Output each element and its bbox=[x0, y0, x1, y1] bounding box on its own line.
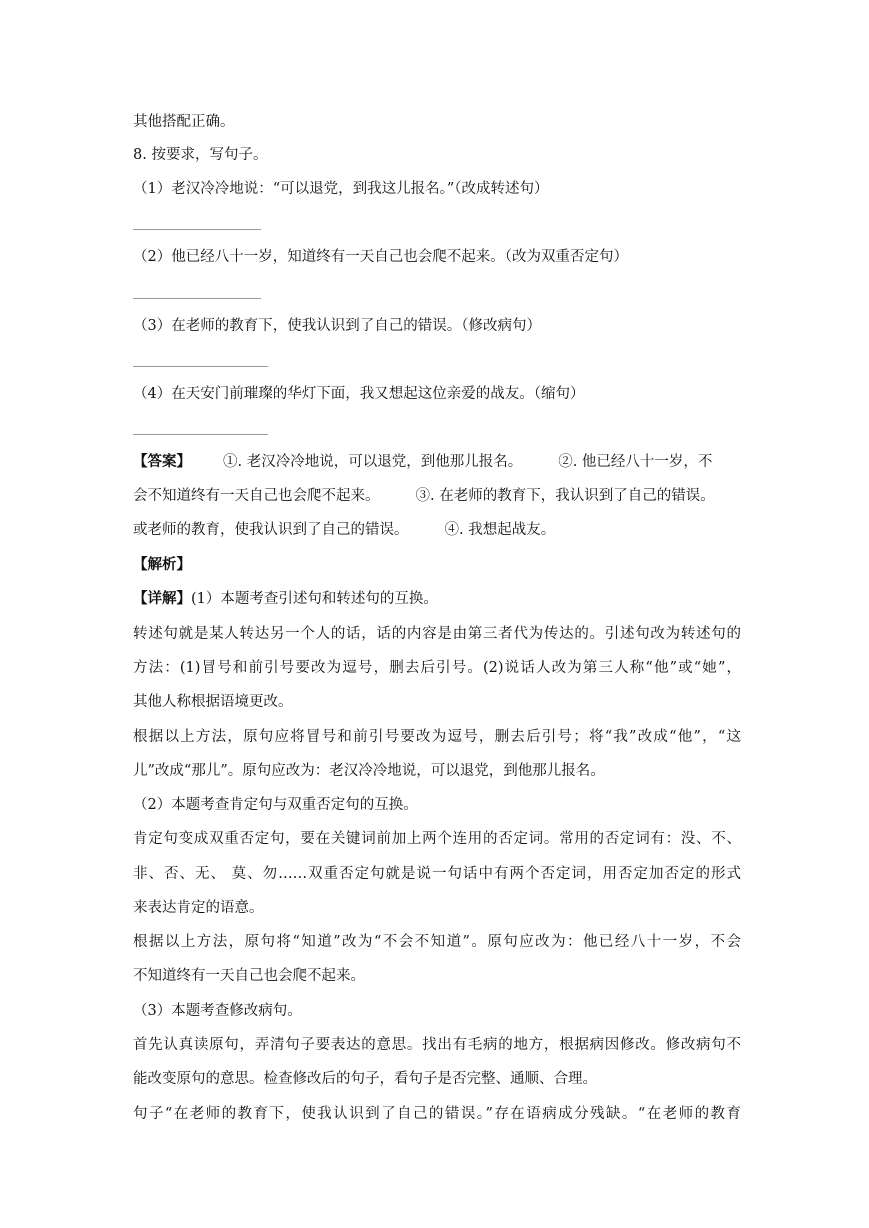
question-item-4: （4）在天安门前璀璨的华灯下面，我又想起这位亲爱的战友。（缩句） bbox=[133, 386, 585, 402]
question-item-1: （1）老汉冷冷地说：“可以退党，到我这儿报名。”（改成转述句） bbox=[133, 181, 549, 197]
detail-item-3: （3）本题考查修改病句。 bbox=[133, 1003, 302, 1019]
answer-line bbox=[133, 520, 741, 540]
paragraph-line: 转述句就是某人转达另一个人的话，话的内容是由第三者代为传达的。引述句改为转述句的 bbox=[133, 626, 741, 642]
paragraph-line: 根据以上方法，原句应将冒号和前引号要改为逗号，删去后引号；将“我”改成“他”，“这 bbox=[133, 729, 741, 745]
detail-heading bbox=[133, 589, 741, 609]
paragraph-line: 儿”改成“那儿”。原句应改为：老汉冷冷地说，可以退党，到他那儿报名。 bbox=[133, 763, 605, 779]
answer-item-4: ④. 我想起战友。 bbox=[444, 522, 556, 538]
paragraph-line: 来表达肯定的语意。 bbox=[133, 900, 264, 916]
answer-item-2: ②. 他已经八十一岁，不 bbox=[558, 454, 713, 470]
analysis-label: 【解析】 bbox=[133, 556, 191, 573]
paragraph-line: 句子“在老师的教育下，使我认识到了自己的错误。”存在语病成分残缺。“在老师的教育 bbox=[133, 1106, 741, 1122]
text-line: 其他搭配正确。 bbox=[133, 114, 235, 130]
question-item-3: （3）在老师的教育下，使我认识到了自己的错误。（修改病句） bbox=[133, 318, 541, 334]
question-heading: 8. 按要求，写句子。 bbox=[133, 147, 268, 163]
answer-item-3-alt: 或老师的教育，使我认识到了自己的错误。 bbox=[133, 522, 409, 538]
paragraph-line: 不知道终有一天自己也会爬不起来。 bbox=[133, 968, 365, 984]
answer-blank-line bbox=[133, 366, 268, 367]
paragraph-line: 肯定句变成双重否定句，要在关键词前加上两个连用的否定词。常用的否定词有：没、不、 bbox=[133, 831, 741, 847]
question-item-2: （2）他已经八十一岁，知道终有一天自己也会爬不起来。（改为双重否定句） bbox=[133, 249, 628, 265]
paragraph-line: 非、否、无、 莫、勿……双重否定句就是说一句话中有两个否定词，用否定加否定的形式 bbox=[133, 866, 741, 882]
detail-label: 【详解】 bbox=[133, 590, 191, 607]
answer-line bbox=[133, 486, 741, 506]
answer-blank-line bbox=[133, 298, 261, 299]
detail-item-2: （2）本题考查肯定句与双重否定句的互换。 bbox=[133, 797, 418, 813]
detail-item-1: (1）本题考查引述句和转述句的互换。 bbox=[191, 591, 438, 607]
answer-item-2-cont: 会不知道终有一天自己也会爬不起来。 bbox=[133, 488, 380, 504]
paragraph-line: 方法：(1)冒号和前引号要改为逗号，删去后引号。(2)说话人改为第三人称“他”或“她”， bbox=[133, 660, 741, 676]
paragraph-line: 其他人称根据语境更改。 bbox=[133, 694, 293, 710]
answer-blank-line bbox=[133, 434, 268, 435]
answer-label: 【答案】 bbox=[133, 453, 191, 470]
answer-item-3: ③. 在老师的教育下，我认识到了自己的错误。 bbox=[415, 488, 715, 504]
answer-item-1: ①. 老汉冷冷地说，可以退党，到他那儿报名。 bbox=[223, 454, 523, 470]
paragraph-line: 首先认真读原句，弄清句子要表达的意思。找出有毛病的地方，根据病因修改。修改病句不 bbox=[133, 1037, 741, 1053]
paragraph-line: 根据以上方法，原句将“知道”改为“不会不知道”。原句应改为：他已经八十一岁，不会 bbox=[133, 934, 741, 950]
answer-blank-line bbox=[133, 229, 261, 230]
answer-line bbox=[133, 452, 741, 472]
paragraph-line: 能改变原句的意思。检查修改后的句子，看句子是否完整、通顺、合理。 bbox=[133, 1071, 597, 1087]
